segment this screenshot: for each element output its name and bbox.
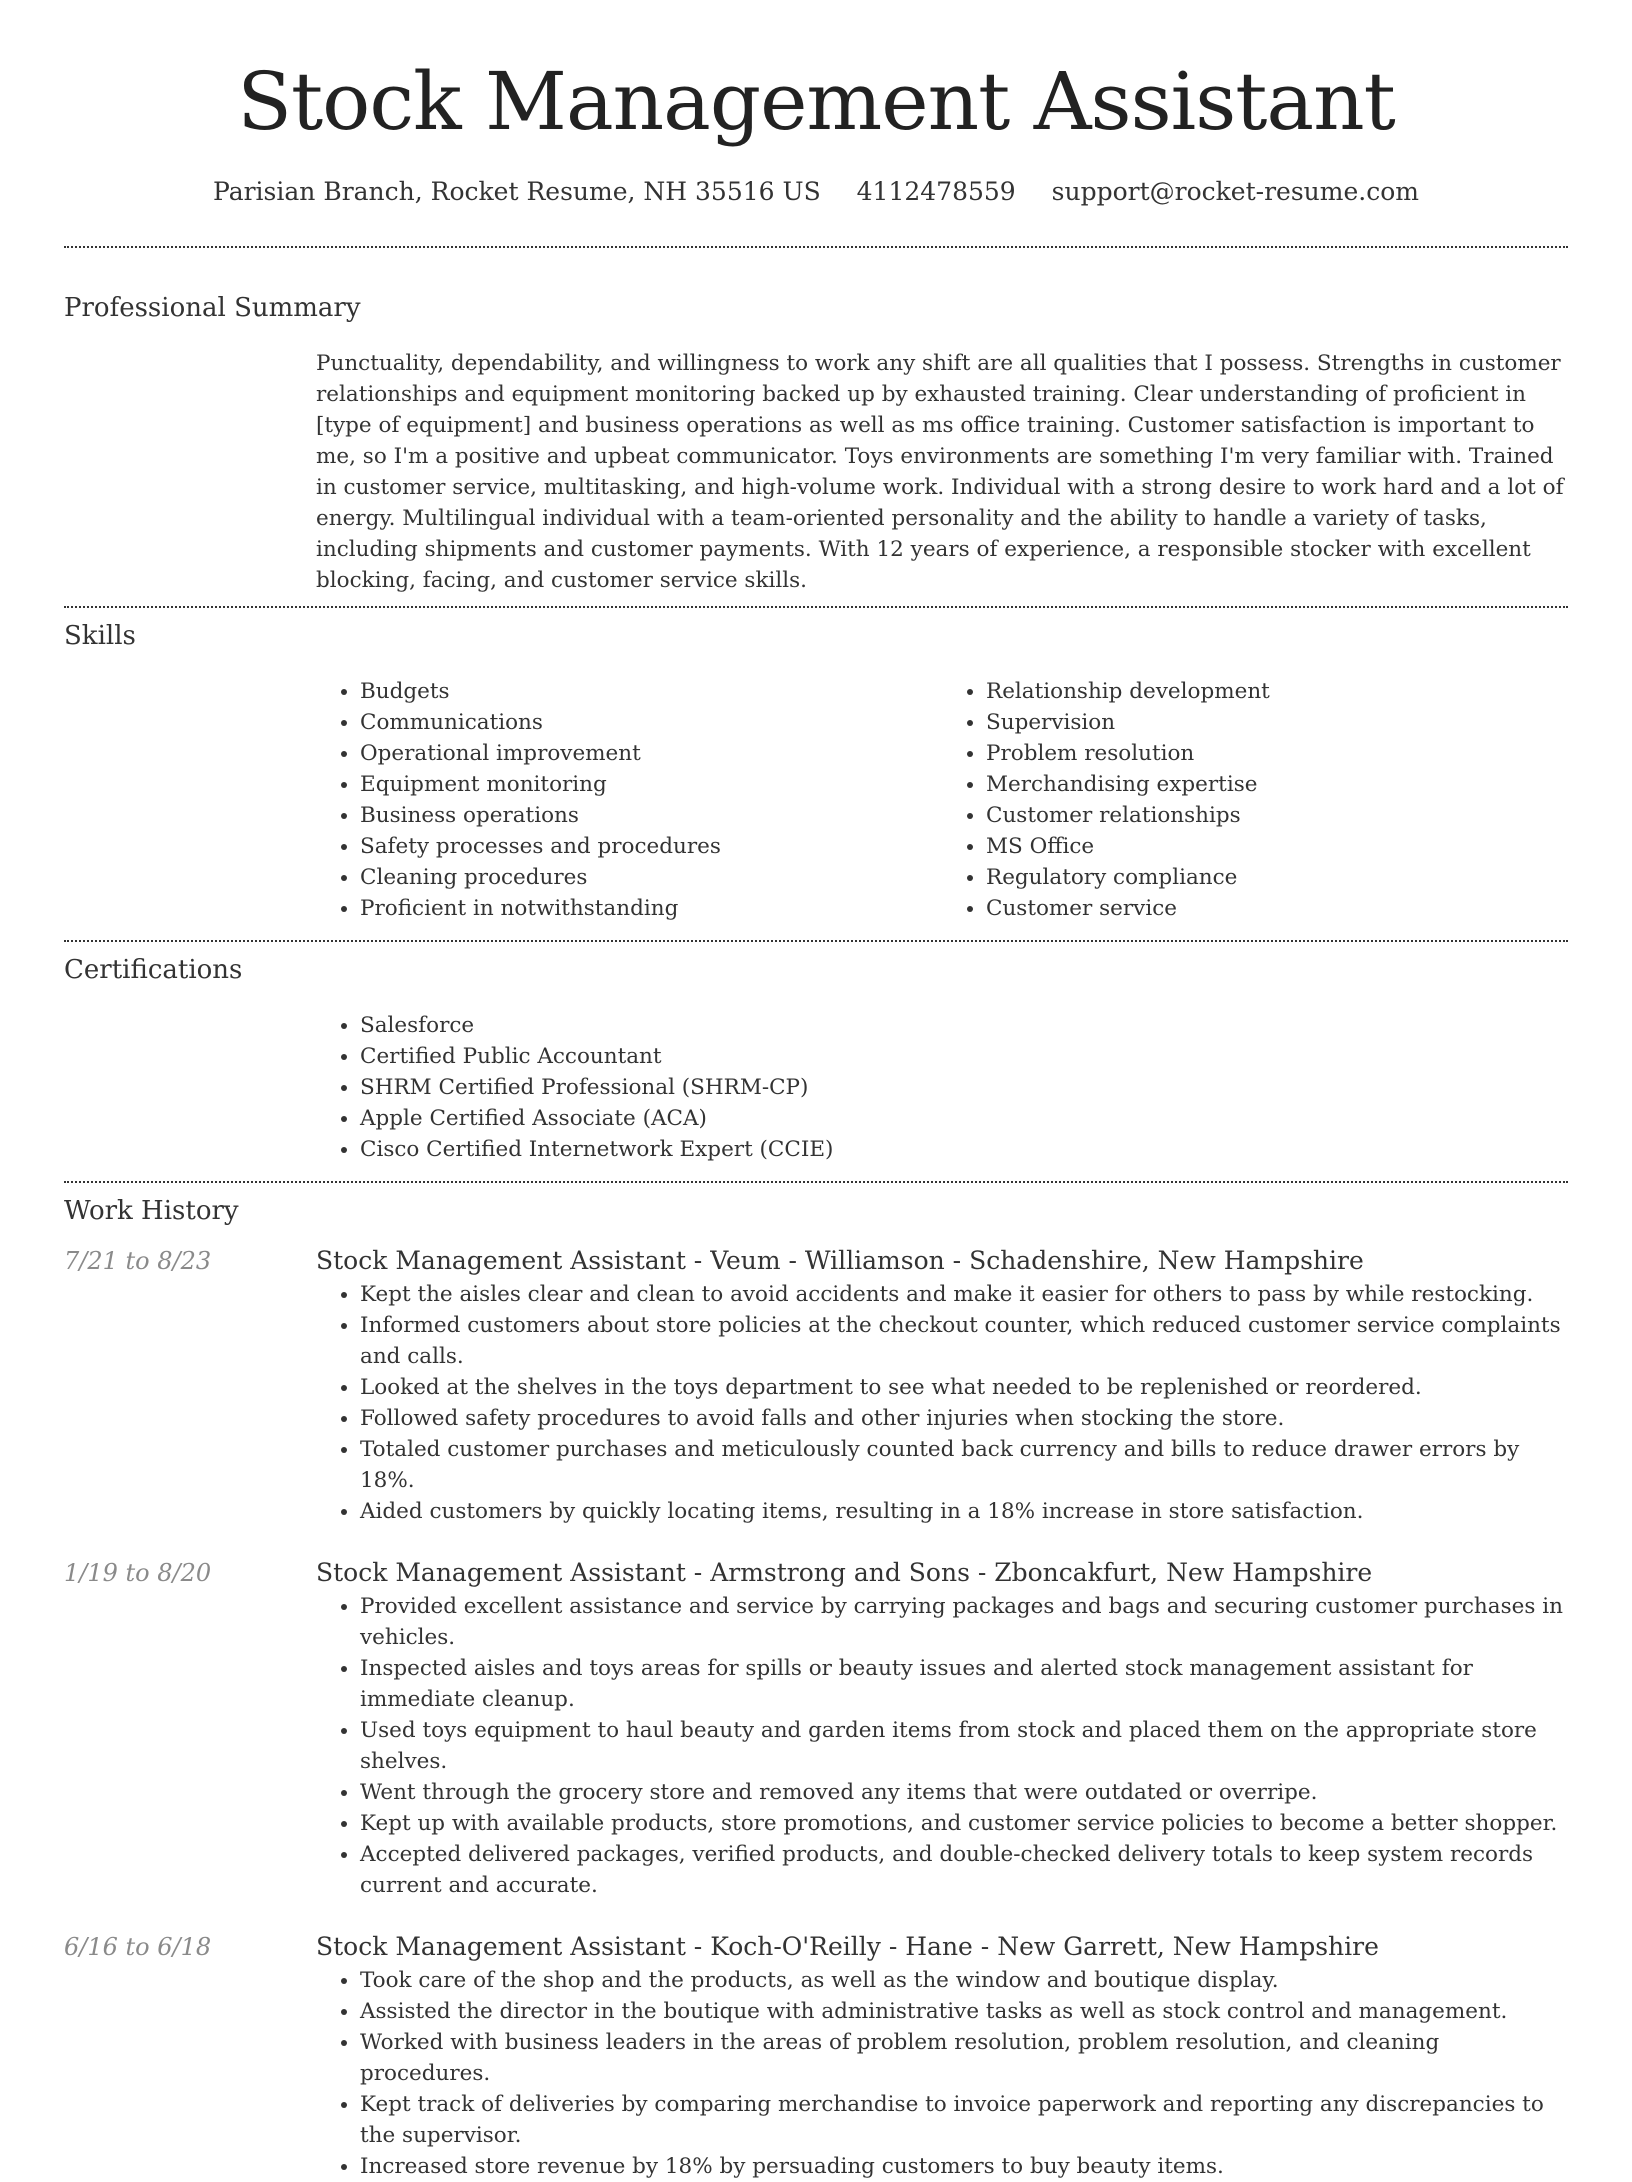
summary-title: Professional Summary: [64, 293, 361, 323]
list-item: • Operational improvement: [360, 738, 942, 769]
list-item: • Used toys equipment to haul beauty and garden items from stock and placed them on the appropriate store shelves.: [360, 1715, 1568, 1777]
job-entry: [64, 1555, 1568, 1901]
list-item: • Worked with business leaders in the areas of problem resolution, problem resolution, and cleaning procedures.: [360, 2027, 1568, 2089]
list-item: • Went through the grocery store and removed any items that were outdated or overripe.: [360, 1777, 1568, 1808]
job-dates: 6/16 to 6/18: [64, 1933, 212, 1961]
job-entry: [64, 1929, 1568, 2182]
job-title: Stock Management Assistant - Veum - Williamson - Schadenshire, New Hampshire: [316, 1246, 1364, 1275]
skills-list-right: [942, 676, 1568, 924]
list-item: • Took care of the shop and the products, as well as the window and boutique display.: [360, 1965, 1568, 1996]
list-item: • Equipment monitoring: [360, 769, 942, 800]
job-entry: [64, 1243, 1568, 1527]
phone: 4112478559: [856, 177, 1016, 206]
job-bullets: [316, 1591, 1568, 1901]
list-item: • Kept up with available products, store promotions, and customer service policies to become a better shopper.: [360, 1808, 1568, 1839]
list-item: • Assisted the director in the boutique with administrative tasks as well as stock control and management.: [360, 1996, 1568, 2027]
list-item: • Customer service: [986, 893, 1568, 924]
job-list: [64, 1243, 1568, 2182]
list-item: • Followed safety procedures to avoid falls and other injuries when stocking the store.: [360, 1403, 1568, 1434]
job-bullets: [316, 1965, 1568, 2182]
job-title: Stock Management Assistant - Armstrong and Sons - Zboncakfurt, New Hampshire: [316, 1558, 1373, 1587]
list-item: • Apple Certified Associate (ACA): [360, 1103, 1568, 1134]
summary-section: [64, 248, 1568, 596]
list-item: • Inspected aisles and toys areas for spills or beauty issues and alerted stock management assistant for immediate cleanup.: [360, 1653, 1568, 1715]
work-history-section: [64, 1183, 1568, 2182]
list-item: • Merchandising expertise: [986, 769, 1568, 800]
list-item: • Regulatory compliance: [986, 862, 1568, 893]
list-item: • Safety processes and procedures: [360, 831, 942, 862]
skills-title: Skills: [64, 621, 136, 651]
address: Parisian Branch, Rocket Resume, NH 35516 US: [213, 177, 821, 206]
list-item: • MS Office: [986, 831, 1568, 862]
candidate-name: Stock Management Assistant: [237, 55, 1395, 148]
list-item: • Provided excellent assistance and service by carrying packages and bags and securing customer purchases in vehicles.: [360, 1591, 1568, 1653]
list-item: • Problem resolution: [986, 738, 1568, 769]
list-item: • Kept the aisles clear and clean to avoid accidents and make it easier for others to pass by while restocking.: [360, 1279, 1568, 1310]
list-item: • Kept track of deliveries by comparing merchandise to invoice paperwork and reporting any discrepancies to the supervisor.: [360, 2089, 1568, 2151]
list-item: • Informed customers about store policies at the checkout counter, which reduced customer service complaints and calls.: [360, 1310, 1568, 1372]
job-bullets: [316, 1279, 1568, 1527]
list-item: • SHRM Certified Professional (SHRM-CP): [360, 1072, 1568, 1103]
list-item: • Supervision: [986, 707, 1568, 738]
list-item: • Accepted delivered packages, verified products, and double-checked delivery totals to keep system records current and accurate.: [360, 1839, 1568, 1901]
list-item: • Salesforce: [360, 1010, 1568, 1041]
list-item: • Relationship development: [986, 676, 1568, 707]
list-item: • Business operations: [360, 800, 942, 831]
list-item: • Certified Public Accountant: [360, 1041, 1568, 1072]
job-dates: 1/19 to 8/20: [64, 1559, 212, 1587]
list-item: • Looked at the shelves in the toys department to see what needed to be replenished or reordered.: [360, 1372, 1568, 1403]
certifications-list: [316, 1010, 1568, 1165]
list-item: • Customer relationships: [986, 800, 1568, 831]
skills-section: [64, 608, 1568, 924]
contact-line: [64, 174, 1568, 210]
list-item: • Budgets: [360, 676, 942, 707]
email: support@rocket-resume.com: [1051, 177, 1419, 206]
certifications-title: Certifications: [64, 955, 243, 985]
list-item: • Increased store revenue by 18% by persuading customers to buy beauty items.: [360, 2151, 1568, 2182]
summary-text: Punctuality, dependability, and willingness to work any shift are all qualities that I possess. Strengths in customer relationships and equipment monitoring backed up by exhausted training. Clear understanding of proficient in [type of equipment] and business operations as well as ms office training. Customer satisfaction is important to me, so I'm a positive and upbeat communicator. Toys environments are something I'm very familiar with. Trained in customer service, multitasking, and high-volume work. Individual with a strong desire to work hard and a lot of energy. Multilingual individual with a team-oriented personality and the ability to handle a variety of tasks, including shipments and customer payments. With 12 years of experience, a responsible stocker with excellent blocking, facing, and customer service skills.: [316, 351, 1564, 593]
job-title: Stock Management Assistant - Koch-O'Reilly - Hane - New Garrett, New Hampshire: [316, 1932, 1379, 1961]
skills-list-left: [316, 676, 942, 924]
list-item: • Cisco Certified Internetwork Expert (CCIE): [360, 1134, 1568, 1165]
list-item: • Aided customers by quickly locating items, resulting in a 18% increase in store satisfaction.: [360, 1496, 1568, 1527]
list-item: • Totaled customer purchases and meticulously counted back currency and bills to reduce drawer errors by 18%.: [360, 1434, 1568, 1496]
list-item: • Communications: [360, 707, 942, 738]
job-dates: 7/21 to 8/23: [64, 1247, 212, 1275]
list-item: • Cleaning procedures: [360, 862, 942, 893]
list-item: • Proficient in notwithstanding: [360, 893, 942, 924]
certifications-section: [64, 942, 1568, 1165]
work-history-title: Work History: [64, 1196, 239, 1226]
